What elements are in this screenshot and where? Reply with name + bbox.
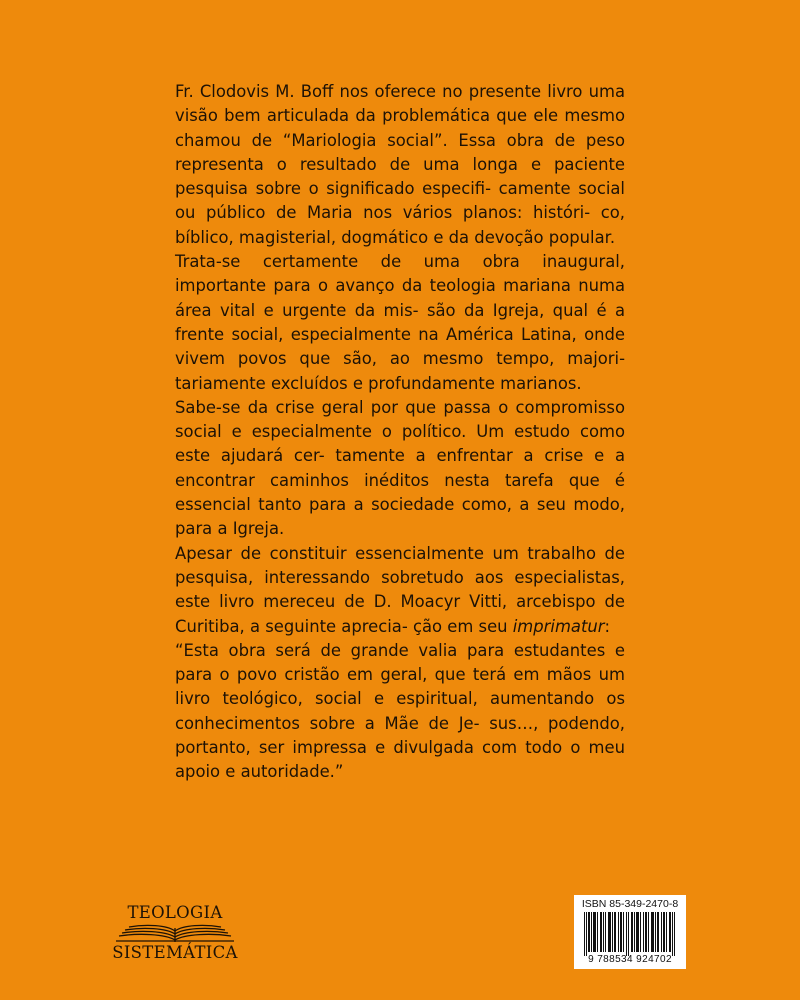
series-logo-bottom-word: SISTEMÁTICA [112,943,238,962]
isbn-barcode [574,895,686,969]
blurb-line: de uma longa e paciente pesquisa sobre o significado especifi- [175,154,626,199]
paragraph-crisis [175,396,625,542]
blurb-text [175,80,625,785]
imprimatur-suffix: : [604,616,611,636]
imprimatur-line [413,617,610,636]
blurb-line: Apesar de constituir essencialmente um trabalho de pesquisa, [175,543,625,587]
blurb-line: tamente a enfrentar a crise e a encontrar caminhos inéditos [175,446,625,490]
blurb-line: Fr. Clodovis M. Boff nos oferece no presente livro uma visão [175,82,625,126]
blurb-line: avanço da teologia mariana numa área vital e urgente da mis- [175,276,625,320]
blurb-line: bem articulada da problemática que ele mesmo chamou de [175,106,625,150]
blurb-line: “Mariologia social”. Essa obra de peso representa o resultado [175,130,625,174]
imprimatur-word: imprimatur [512,616,605,636]
paragraph-quote [175,639,625,785]
series-logo [110,898,240,968]
blurb-line: de D. Moacyr Vitti, arcebispo de Curitiba, a seguinte aprecia- [175,592,626,636]
isbn-label: ISBN 85-349-2470-8 [581,898,679,910]
blurb-line: seu modo, para a Igreja. [175,495,626,539]
quote-line: espiritual, aumentando os conhecimentos sobre a Mãe de Je- [175,689,625,733]
open-book-icon [113,920,237,944]
ean-digits: 9 788534 924702 [588,954,672,965]
blurb-line: Sabe-se da crise geral por que passa o compromisso social e [175,397,625,442]
blurb-line: especialmente o político. Um estudo como este ajudará cer- [175,422,626,466]
quote-line: cristão em geral, que terá em mãos um livro teológico, social e [175,665,625,709]
paragraph-inaugural [175,250,625,396]
barcode-bars [578,912,682,956]
paragraph-research [175,542,625,639]
quote-line: sus…, podendo, portanto, ser impressa e divulgada com todo [175,713,625,758]
blurb-line: interessando sobretudo aos especialistas, este livro mereceu [175,567,625,612]
paragraph-intro [175,80,625,250]
blurb-line: co, bíblico, magisterial, dogmático e da devoção popular. [175,203,625,247]
blurb-line: camente social ou público de Maria nos vários planos: históri- [175,179,625,223]
blurb-line: nesta tarefa que é essencial tanto para a sociedade como, a [175,470,626,515]
imprimatur-prefix: ção em seu [412,616,513,636]
blurb-line: são da Igreja, qual é a frente social, especialmente na América [175,300,625,344]
blurb-line: Trata-se certamente de uma obra inaugural, importante para o [175,252,625,296]
series-logo-top-word: TEOLOGIA [127,903,223,922]
quote-line: o meu apoio e autoridade.” [175,738,625,782]
blurb-line: Latina, onde vivem povos que são, ao mesmo tempo, majori- [175,324,625,369]
blurb-line: tariamente excluídos e profundamente marianos. [175,373,582,393]
quote-line: “Esta obra será de grande valia para estudantes e para o povo [175,640,625,685]
